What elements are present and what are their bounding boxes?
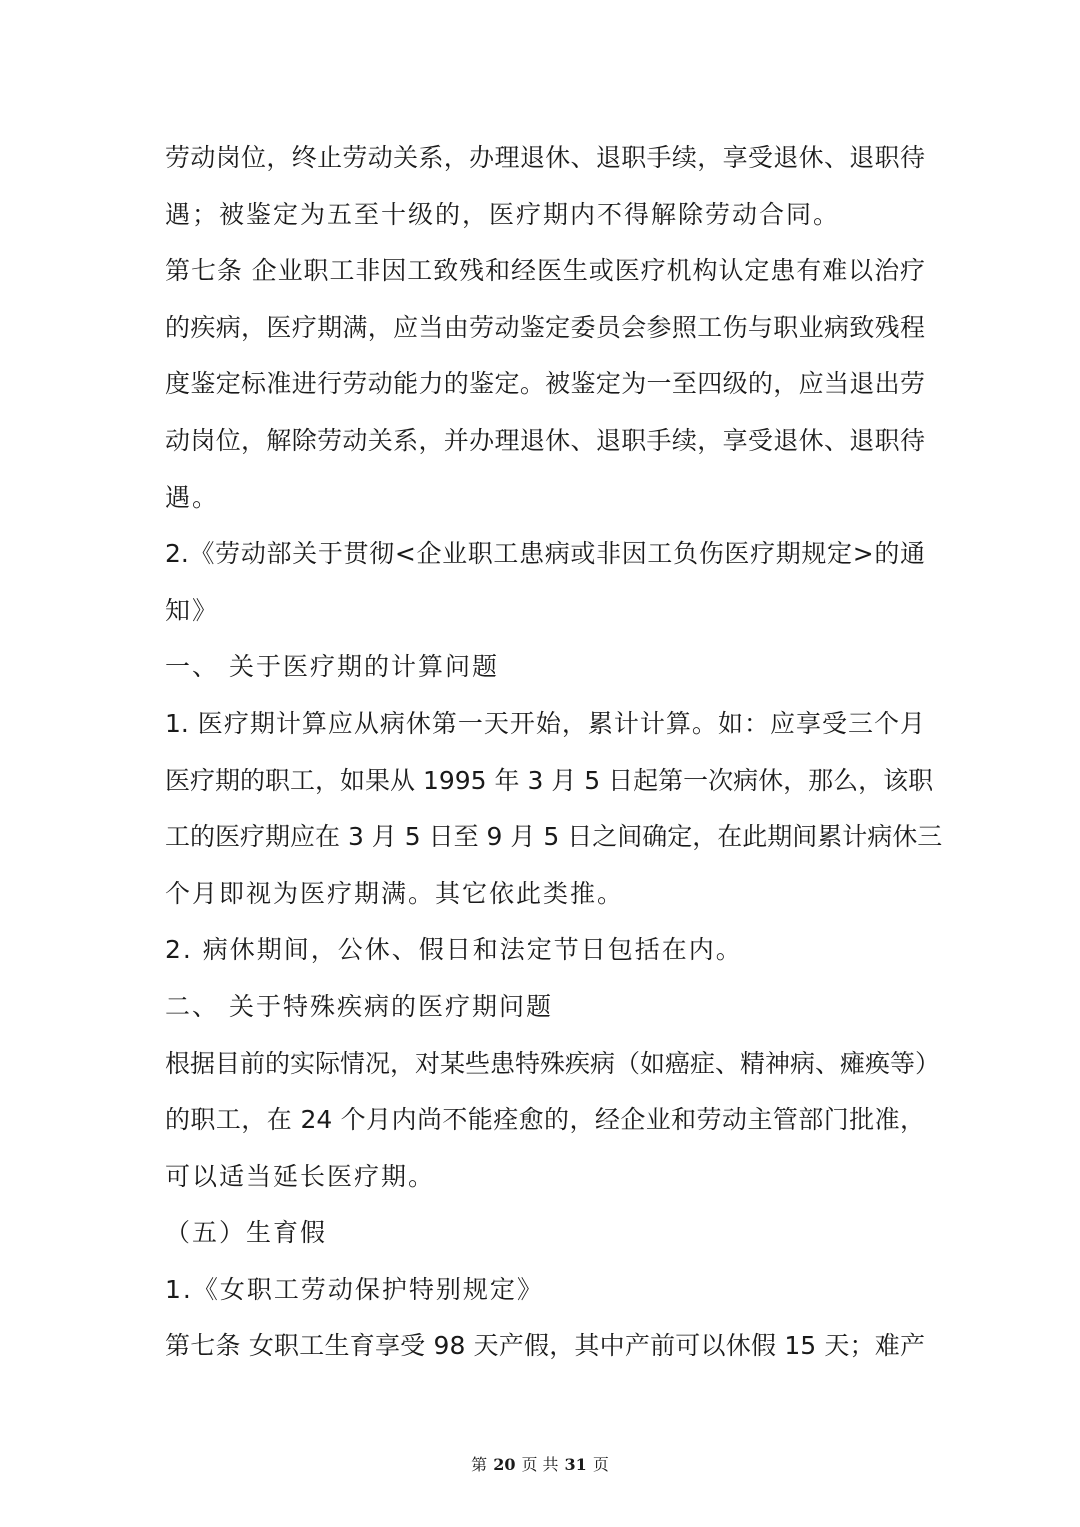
text-line: 2. 病休期间，公休、假日和法定节日包括在内。 [165,935,743,965]
text-line: 动岗位，解除劳动关系，并办理退休、退职手续，享受退休、退职待 [165,425,925,455]
text-line: 工的医疗期应在 3 月 5 日至 9 月 5 日之间确定，在此期间累计病休三 [165,822,943,852]
total-pages-number: 31 [564,1455,587,1474]
text-line: 劳动岗位，终止劳动关系，办理退休、退职手续，享受退休、退职待 [165,143,925,172]
document-body [165,130,943,1375]
text-line: 2.《劳动部关于贯彻<企业职工患病或非因工负伤医疗期规定>的通 [165,539,925,569]
text-line: 个月即视为医疗期满。其它依此类推。 [165,878,625,908]
footer-prefix: 第 [471,1455,488,1474]
footer-middle: 页 共 [521,1455,559,1474]
text-line: 医疗期的职工，如果从 1995 年 3 月 5 日起第一次病休，那么，该职 [165,765,934,795]
text-line: 二、 关于特殊疾病的医疗期问题 [165,991,553,1021]
text-line: 一、 关于医疗期的计算问题 [165,652,499,682]
text-line: 1.《女职工劳动保护特别规定》 [165,1274,544,1304]
text-line: 可以适当延长医疗期。 [165,1161,436,1191]
page-footer [0,1452,1080,1475]
text-line: 的职工，在 24 个月内尚不能痊愈的，经企业和劳动主管部门批准， [165,1105,925,1135]
text-line: 1. 医疗期计算应从病休第一天开始，累计计算。如：应享受三个月 [165,708,925,738]
text-line: 度鉴定标准进行劳动能力的鉴定。被鉴定为一至四级的，应当退出劳 [165,369,925,399]
text-line: 知》 [165,595,220,625]
text-line: 遇。 [165,482,220,512]
footer-suffix: 页 [592,1455,609,1474]
text-line: （五）生育假 [165,1218,328,1248]
current-page-number: 20 [493,1455,516,1474]
text-line: 根据目前的实际情况，对某些患特殊疾病（如癌症、精神病、瘫痪等） [165,1048,941,1078]
text-line: 遇；被鉴定为五至十级的，医疗期内不得解除劳动合同。 [165,199,841,229]
text-line: 的疾病，医疗期满，应当由劳动鉴定委员会参照工伤与职业病致残程 [165,312,925,342]
text-line: 第七条 女职工生育享受 98 天产假，其中产前可以休假 15 天；难产 [165,1331,925,1361]
text-line: 第七条 企业职工非因工致残和经医生或医疗机构认定患有难以治疗 [165,256,925,286]
